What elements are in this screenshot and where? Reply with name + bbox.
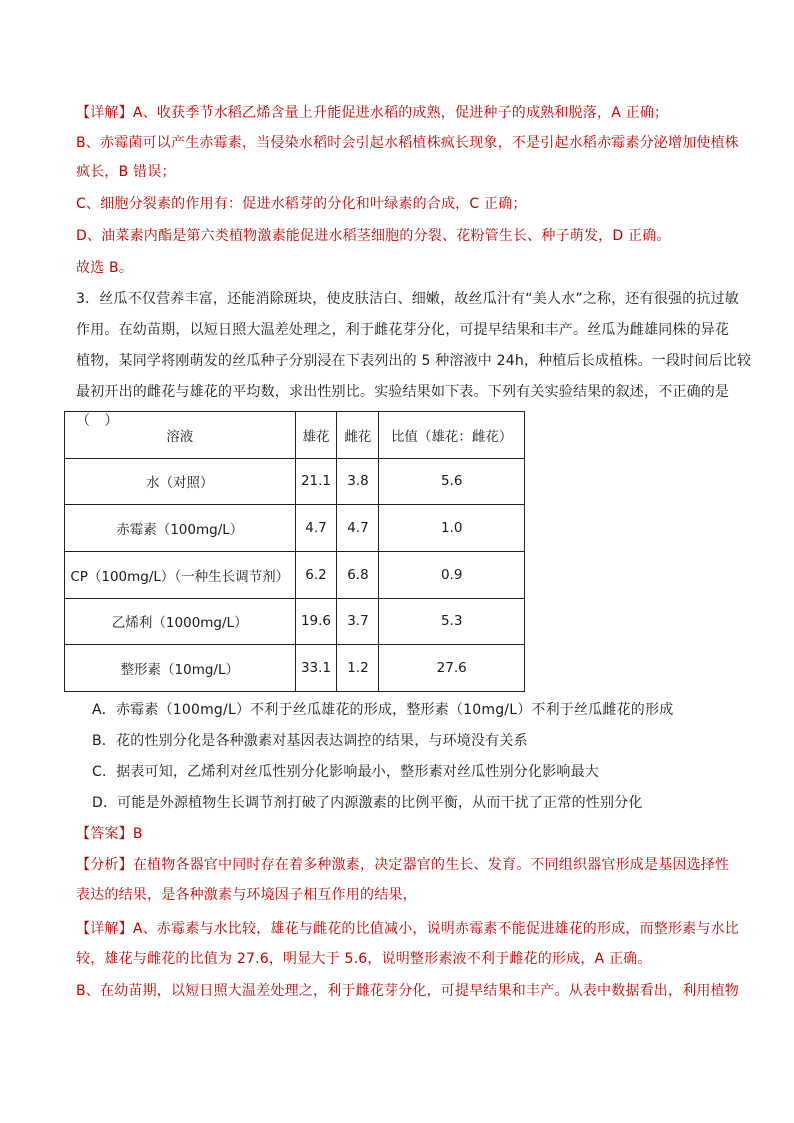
table-cell: 整形素（10mg/L） xyxy=(65,645,296,692)
table-row xyxy=(65,551,525,598)
results-table xyxy=(64,411,525,692)
table-cell: 0.9 xyxy=(379,551,525,598)
table-header: 比值（雄花：雌花） xyxy=(379,412,525,459)
table-cell: 33.1 xyxy=(295,645,337,692)
analysis-label: 【分析】 xyxy=(76,857,133,873)
table-cell: 4.7 xyxy=(295,505,337,552)
table-cell: 水（对照） xyxy=(65,458,296,505)
table-cell: CP（100mg/L）（一种生长调节剂） xyxy=(65,551,296,598)
answer-value: B xyxy=(132,826,143,842)
table-cell: 5.6 xyxy=(379,458,525,505)
question-line-1: 3．丝瓜不仅营养丰富，还能消除斑块，使皮肤洁白、细嫩，故丝瓜汁有“美人水”之称，还有很强的抗过敏 xyxy=(76,291,740,307)
detail-line-4: C、细胞分裂素的作用有：促进水稻芽的分化和叶绿素的合成，C 正确； xyxy=(76,196,527,212)
table-cell: 赤霉素（100mg/L） xyxy=(65,505,296,552)
table-cell: 19.6 xyxy=(295,598,337,645)
table-header: 雄花 xyxy=(295,412,337,459)
table-cell: 3.8 xyxy=(337,458,379,505)
detail-line-3: 疯长，B 错误； xyxy=(76,164,176,180)
answer-label: 【答案】 xyxy=(76,826,133,842)
answer-line xyxy=(76,824,143,844)
detail-conclusion: 故选 B。 xyxy=(76,260,134,276)
table-cell: 27.6 xyxy=(379,645,525,692)
option-b: B．花的性别分化是各种激素对基因表达调控的结果，与环境没有关系 xyxy=(92,733,528,749)
table-cell: 6.2 xyxy=(295,551,337,598)
table-cell: 1.0 xyxy=(379,505,525,552)
table-header: 雌花 xyxy=(337,412,379,459)
question-blank: （ ） xyxy=(76,413,119,429)
table-cell: 4.7 xyxy=(337,505,379,552)
table-header-row xyxy=(65,412,525,459)
detail-line-1: 【详解】A、收获季节水稻乙烯含量上升能促进水稻的成熟，促进种子的成熟和脱落，A 正确； xyxy=(76,105,669,121)
detail-line-5: D、油菜素内酯是第六类植物激素能促进水稻茎细胞的分裂、花粉管生长、种子萌发，D 正确。 xyxy=(76,228,671,244)
detail-label: 【详解】 xyxy=(76,105,133,121)
question-line-4: 最初开出的雌花与雄花的平均数，求出性别比。实验结果如下表。下列有关实验结果的叙述，不正确的是 xyxy=(76,384,730,400)
table-header: 溶液 xyxy=(65,412,296,459)
analysis-line-1: 【分析】在植物各器官中同时存在着多种激素，决定器官的生长、发育。不同组织器官形成是基因选择性 xyxy=(76,857,730,873)
table-row xyxy=(65,645,525,692)
table-row xyxy=(65,505,525,552)
table-cell: 1.2 xyxy=(337,645,379,692)
table-row xyxy=(65,598,525,645)
detail2-line-3: B、在幼苗期，以短日照大温差处理之，利于雌花芽分化，可提早结果和丰产。从表中数据看出，利用植物 xyxy=(76,983,740,999)
detail2-line-2: 较，雄花与雌花的比值为 27.6，明显大于 5.6，说明整形素液不利于雌花的形成，A 正确。 xyxy=(76,951,652,967)
detail2-label: 【详解】 xyxy=(76,921,133,937)
detail2-line-1: 【详解】A、赤霉素与水比较，雄花与雌花的比值减小，说明赤霉素不能促进雄花的形成，而整形素与水比 xyxy=(76,921,739,937)
table-cell: 5.3 xyxy=(379,598,525,645)
table-cell: 21.1 xyxy=(295,458,337,505)
option-a: A．赤霉素（100mg/L）不利于丝瓜雄花的形成，整形素（10mg/L）不利于丝瓜雌花的形成 xyxy=(92,702,674,718)
detail-line-2: B、赤霉菌可以产生赤霉素，当侵染水稻时会引起水稻植株疯长现象，不是引起水稻赤霉素分泌增加使植株 xyxy=(76,135,740,151)
question-line-2: 作用。在幼苗期，以短日照大温差处理之，利于雌花芽分化，可提早结果和丰产。丝瓜为雌雄同株的异花 xyxy=(76,322,730,338)
table-cell: 乙烯利（1000mg/L） xyxy=(65,598,296,645)
option-d: D．可能是外源植物生长调节剂打破了内源激素的比例平衡，从而干扰了正常的性别分化 xyxy=(92,795,643,811)
question-line-3: 植物，某同学将刚萌发的丝瓜种子分别浸在下表列出的 5 种溶液中 24h，种植后长成植株。一段时间后比较 xyxy=(76,353,752,369)
table-cell: 3.7 xyxy=(337,598,379,645)
analysis-line-2: 表达的结果，是各种激素与环境因子相互作用的结果， xyxy=(76,887,417,903)
table-cell: 6.8 xyxy=(337,551,379,598)
option-c: C．据表可知，乙烯利对丝瓜性别分化影响最小，整形素对丝瓜性别分化影响最大 xyxy=(92,764,599,780)
table-row xyxy=(65,458,525,505)
